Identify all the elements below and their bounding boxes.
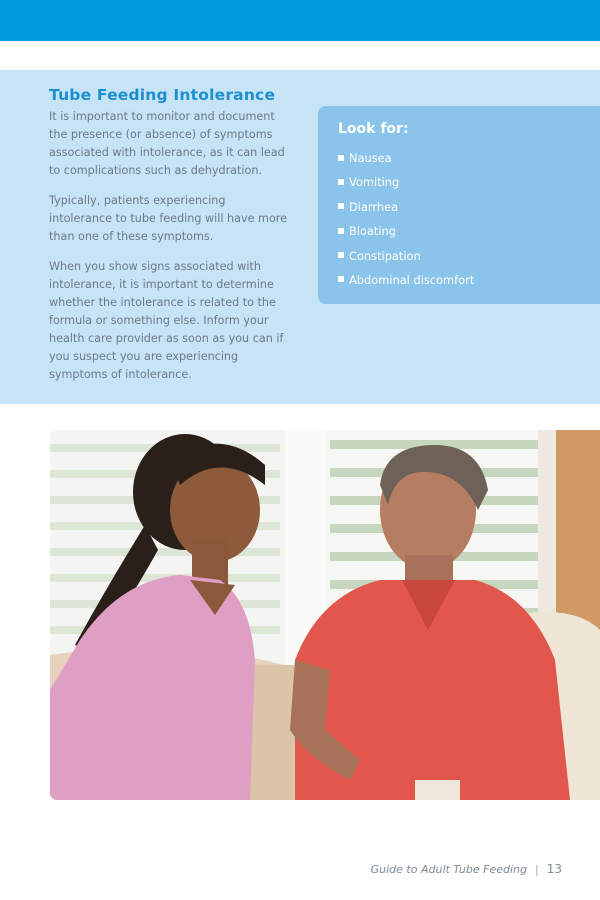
paragraph-symptoms: Typically, patients experiencing intolerance to tube feeding will have more than one of these symptoms.: [49, 194, 288, 243]
footer-guide-title: Guide to Adult Tube Feeding: [370, 863, 527, 876]
symptom-label: Nausea: [349, 151, 392, 165]
square-bullet-icon: [338, 276, 344, 282]
symptom-label: Vomiting: [349, 175, 400, 190]
section-title: Tube Feeding Intolerance: [49, 86, 276, 104]
paragraph-monitor: It is important to monitor and document the presence (or absence) of symptoms associated with intolerance, as it can lead to complications such as dehydration.: [49, 110, 285, 177]
square-bullet-icon: [338, 203, 344, 209]
footer-separator: |: [535, 863, 539, 876]
symptom-item: [338, 271, 474, 295]
nurse-patient-photo: [50, 430, 600, 800]
symptom-item: [338, 222, 474, 246]
page-footer: [371, 862, 562, 876]
paragraph-inform: When you show signs associated with intolerance, it is important to determine whether the intolerance is related to the formula or something else. Inform your health care provider as soon as you can if you suspect you are experiencing symptoms of intolerance.: [49, 260, 284, 381]
square-bullet-icon: [338, 252, 344, 258]
square-bullet-icon: [338, 155, 344, 161]
look-for-callout: [318, 106, 600, 304]
page-number: 13: [546, 862, 562, 876]
square-bullet-icon: [338, 179, 344, 185]
symptom-label: Bloating: [349, 224, 397, 239]
look-for-title: Look for:: [338, 121, 409, 137]
symptom-label: Constipation: [349, 248, 421, 263]
symptom-item: [338, 247, 474, 271]
symptom-item: [338, 149, 474, 173]
symptom-label: Abdominal discomfort: [349, 272, 475, 287]
top-color-bar: [0, 0, 600, 41]
symptom-item: [338, 198, 474, 222]
symptom-item: [338, 173, 474, 197]
square-bullet-icon: [338, 228, 344, 234]
symptom-list: [338, 149, 474, 295]
symptom-label: Diarrhea: [349, 199, 399, 214]
